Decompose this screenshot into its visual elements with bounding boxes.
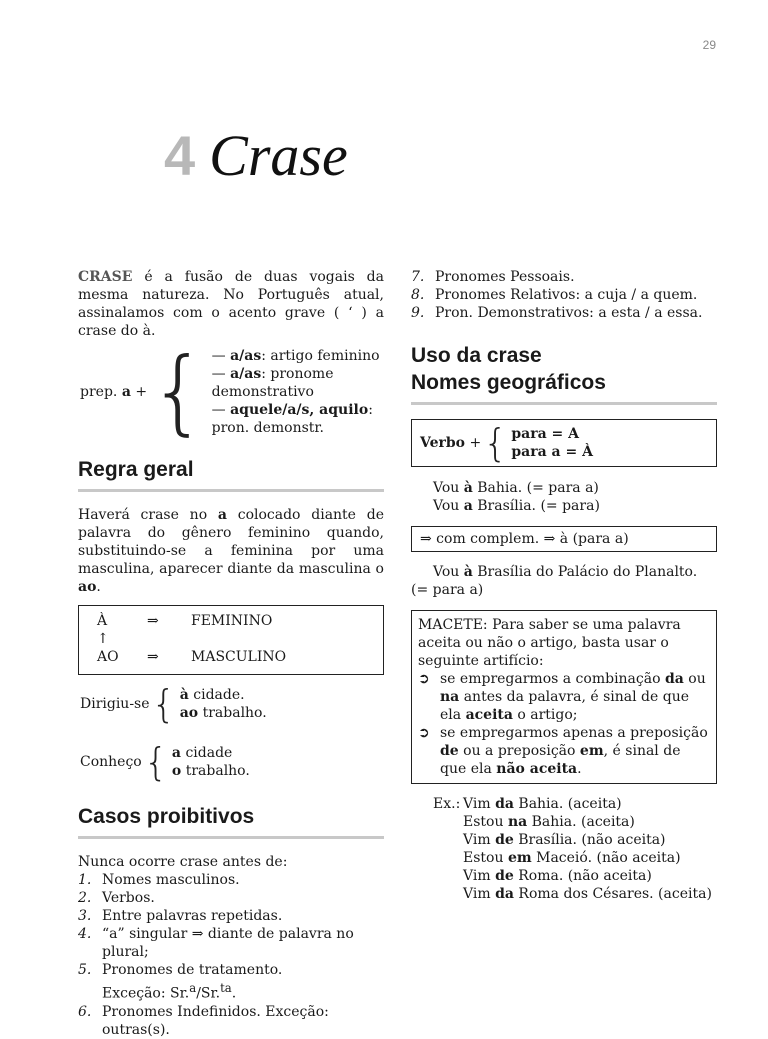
list-item: 8. Pronomes Relativos: a cuja / a quem. (411, 287, 698, 303)
conheco-brace-group: Conheço { a cidade o trabalho. (80, 740, 250, 784)
brace-item: para a = À (511, 444, 593, 460)
implies-icon: ⇒ (147, 613, 159, 629)
example-line: Vim da Roma dos Césares. (aceita) (463, 886, 712, 902)
casos-proibitivos-heading: Casos proibitivos (78, 803, 384, 839)
brace-item: demonstrativo (211, 384, 314, 400)
macete-box (411, 610, 717, 784)
intro-text: é a fusão de duas vogais da mesma natureza. No Português atual, assinalamos com o acento grave ( ‘ ) a crase do à. (78, 269, 384, 339)
brace-item: pron. demonstr. (211, 420, 325, 436)
right-column (411, 268, 717, 903)
example-line: Vou à Bahia. (= para a) (433, 480, 599, 496)
crase-term: CRASE (78, 269, 133, 285)
brace-item: — a/as: artigo feminino (211, 348, 380, 364)
brace-item: ao trabalho. (179, 705, 267, 721)
genero-box (78, 605, 384, 675)
example-line: Vou a Brasília. (= para) (433, 498, 600, 514)
brace-item: a cidade (171, 745, 233, 761)
curly-brace-icon: { (151, 682, 176, 726)
uso-da-crase-heading: Uso da crase Nomes geográficos (411, 342, 717, 405)
chapter-heading (164, 122, 348, 189)
example-line: Vim de Roma. (não aceita) (463, 868, 652, 884)
chapter-number: 4 (164, 124, 196, 187)
curly-brace-icon: { (149, 338, 208, 445)
list-item: ➲ se empregarmos a combinação da ou na antes da palavra, é sinal de que ela aceita o artigo; (418, 671, 706, 723)
brace-item: o trabalho. (171, 763, 250, 779)
prep-label: prep. a + (80, 384, 148, 400)
casos-list-continued (411, 268, 717, 322)
curved-arrow-icon: ➲ (418, 725, 430, 741)
prep-brace-group (80, 338, 384, 445)
curly-brace-icon: { (143, 740, 168, 784)
verbo-box: Verbo + { para = A para a = À (411, 419, 717, 467)
brace-item: — aquele/a/s, aquilo: (211, 402, 373, 418)
example-line: Estou em Maceió. (não aceita) (463, 850, 681, 866)
casos-list (78, 871, 384, 1039)
regra-geral-heading: Regra geral (78, 456, 384, 492)
page-number: 29 (702, 38, 716, 52)
example-line: Ex.: Vim da Bahia. (aceita) (433, 796, 622, 812)
brace-item: para = A (511, 426, 580, 442)
implies-icon: ⇒ (147, 649, 159, 665)
dirigiu-brace-group: Dirigiu-se { à cidade. ao trabalho. (80, 682, 267, 726)
intro-paragraph (78, 268, 384, 340)
list-item: 2. Verbos. (78, 890, 155, 906)
brace-item: — a/as: pronome (211, 366, 334, 382)
list-item: 5. Pronomes de tratamento. (78, 962, 283, 978)
list-item: ➲ se empregarmos apenas a preposição de ou a preposição em, é sinal de que ela não aceita. (418, 725, 708, 777)
curly-brace-icon: { (483, 421, 508, 465)
list-item: 3. Entre palavras repetidas. (78, 908, 283, 924)
curved-arrow-icon: ➲ (418, 671, 430, 687)
example-line: Estou na Bahia. (aceita) (463, 814, 635, 830)
vou-examples (411, 479, 717, 515)
complem-box: ⇒ com complem. ⇒ à (para a) (411, 526, 717, 552)
genero-row-masculino: AO ⇒ MASCULINO (97, 649, 287, 665)
list-item: 4. “a” singular ⇒ diante de palavra no plural; (78, 926, 354, 960)
list-item-excecao: Exceção: Sr.$^a$/Sr.$^{ta}$. (102, 981, 237, 1002)
prep-brace-items (212, 347, 380, 437)
macete-intro: MACETE: Para saber se uma palavra aceita ou não o artigo, basta usar o seguinte artifício: (418, 617, 681, 669)
list-item: 9. Pron. Demonstrativos: a esta / a essa. (411, 305, 703, 321)
list-item: 6. Pronomes Indefinidos. Exceção: outras(s). (78, 1003, 329, 1038)
up-arrow-icon: ↑ (97, 631, 109, 647)
list-item: 7. Pronomes Pessoais. (411, 269, 575, 285)
example-line: Vim de Brasília. (não aceita) (463, 832, 666, 848)
left-column (78, 268, 384, 1039)
genero-row-feminino: À ⇒ FEMININO (97, 613, 273, 629)
chapter-title: Crase (209, 123, 348, 188)
list-item: 1. Nomes masculinos. (78, 872, 240, 888)
examples-block (411, 795, 717, 903)
casos-intro: Nunca ocorre crase antes de: (78, 854, 288, 870)
regra-geral-paragraph: Haverá crase no a colocado diante de palavra do gênero feminino quando, substituindo-se a feminina por uma masculina, aparecer diante da masculina o ao. (78, 507, 384, 595)
vou-brasilia-line: Vou à Brasília do Palácio do Planalto. (= para a) (411, 564, 698, 598)
brace-item: à cidade. (179, 687, 245, 703)
